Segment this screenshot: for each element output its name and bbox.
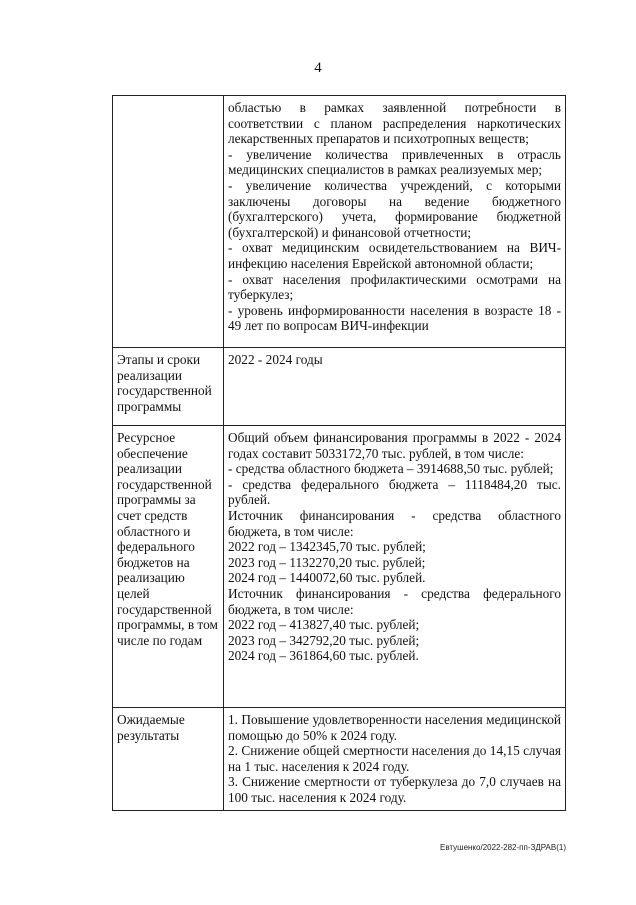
program-passport-table [112,95,566,811]
value-line: Общий объем финансирования программы в 2022 - 2024 годах составит 5033172,70 тыс. рублей, в том числе: [228,430,561,461]
row-label: Ресурсное обеспечение реализации государственной программы за счет средств областного и федерального бюджетов на реализацию целей государственной программы, в том числе по годам [113,426,224,708]
page-number: 4 [314,60,322,76]
value-line: 2022 - 2024 годы [228,352,323,367]
value-line: 2024 год – 1440072,60 тыс. рублей. [228,570,426,586]
value-line: 3. Снижение смертности от туберкулеза до 7,0 случаев на 100 тыс. населения к 2024 году. [228,774,561,805]
table-row [113,426,566,708]
value-line: областью в рамках заявленной потребности в соответствии с планом распределения наркотических лекарственных препаратов и психотропных веществ; [228,100,561,147]
value-line: - средства федерального бюджета – 1118484,20 тыс. рублей. [228,476,561,508]
value-line: 2024 год – 361864,60 тыс. рублей. [228,648,419,664]
value-line: Источник финансирования - средства федерального бюджета, в том числе: [228,585,561,617]
table-row [113,708,566,811]
value-line: - увеличение количества учреждений, с которыми заключены договоры на ведение бюджетного (бухгалтерского) учета, формирование бюджетной (бухгалтерской) и финансовой отчетности; [228,177,561,240]
row-value [224,348,566,426]
value-line: 2023 год – 342792,20 тыс. рублей; [228,632,420,648]
row-label [113,96,224,348]
row-value [224,426,566,708]
value-line: 2022 год – 1342345,70 тыс. рублей; [228,539,426,555]
row-value [224,708,566,811]
row-value [224,96,566,348]
value-line: - охват медицинским освидетельствованием на ВИЧ-инфекцию населения Еврейской автономной области; [228,240,561,271]
value-line: - охват населения профилактическими осмотрами на туберкулез; [228,271,561,303]
value-line: - средства областного бюджета – 3914688,50 тыс. рублей; [228,461,554,477]
value-line: Источник финансирования - средства областного бюджета, в том числе: [228,507,561,539]
value-line: - увеличение количества привлеченных в отрасль медицинских специалистов в рамках реализуемых мер; [228,146,561,178]
row-label: Этапы и сроки реализации государственной программы [113,348,224,426]
document-footer-code: Евтушенко/2022-282-пп-ЗДРАВ(1) [439,843,566,852]
table-row [113,96,566,348]
value-line: 2023 год – 1132270,20 тыс. рублей; [228,554,426,570]
table-row [113,348,566,426]
value-line: 2. Снижение общей смертности населения до 14,15 случая на 1 тыс. населения к 2024 году. [228,743,561,774]
row-label: Ожидаемые результаты [113,708,224,811]
value-line: - уровень информированности населения в возрасте 18 - 49 лет по вопросам ВИЧ-инфекции [228,302,561,334]
value-line: 2022 год – 413827,40 тыс. рублей; [228,617,420,633]
value-line: 1. Повышение удовлетворенности населения медицинской помощью до 50% к 2024 году. [228,712,561,743]
